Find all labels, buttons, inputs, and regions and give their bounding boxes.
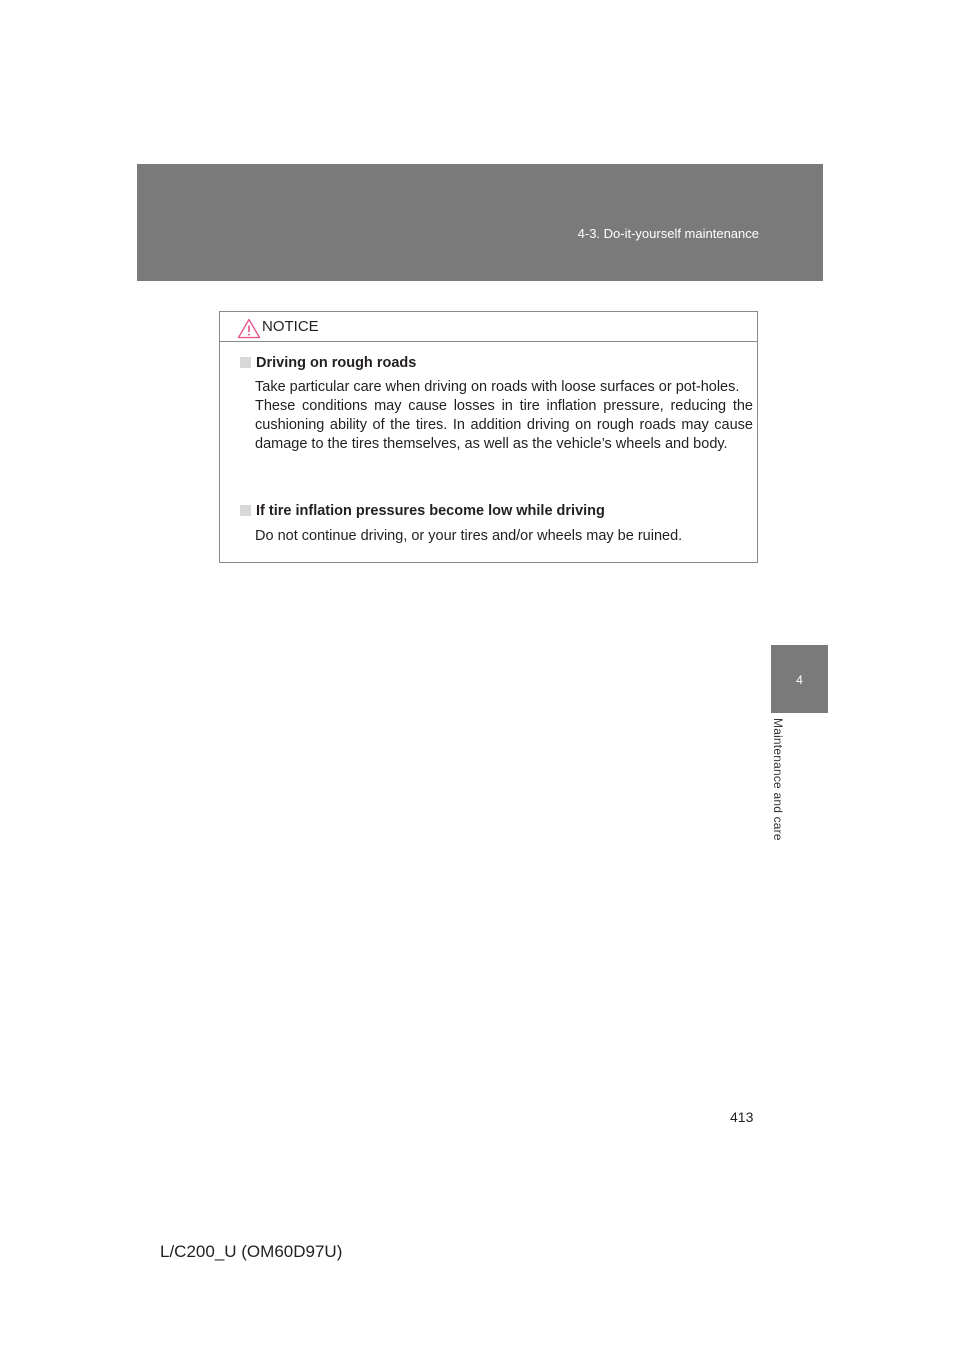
- header-bar: [137, 164, 823, 281]
- item-title-text: Driving on rough roads: [256, 355, 417, 371]
- chapter-label: Maintenance and care: [771, 718, 785, 841]
- chapter-tab: [771, 645, 828, 713]
- footer-code: L/C200_U (OM60D97U): [160, 1242, 343, 1261]
- item-paragraph: These conditions may cause losses in tire inflation pressure, reducing the cushioning ability of the tires. In addition driving on rough roads may cause damage to the tires themselves, as well as the vehicle’s wheels and body.: [255, 398, 753, 452]
- square-bullet-icon: [240, 357, 251, 368]
- notice-header: [220, 312, 757, 342]
- page-number: 413: [730, 1109, 754, 1125]
- item-paragraph: Take particular care when driving on roads with loose surfaces or pot-holes.: [255, 379, 740, 395]
- notice-item-title: [240, 355, 416, 371]
- notice-item-title: [240, 503, 605, 519]
- warning-triangle-icon: [237, 318, 261, 339]
- notice-item-body: [240, 378, 753, 454]
- chapter-number: 4: [796, 673, 803, 687]
- chapter-label-container: [771, 718, 796, 868]
- item-title-text: If tire inflation pressures become low while driving: [256, 503, 605, 519]
- notice-title: NOTICE: [262, 318, 319, 335]
- section-title: 4-3. Do-it-yourself maintenance: [577, 226, 759, 241]
- square-bullet-icon: [240, 505, 251, 516]
- notice-item-body: [240, 527, 753, 546]
- item-paragraph: Do not continue driving, or your tires and/or wheels may be ruined.: [255, 528, 683, 544]
- notice-box: [219, 311, 758, 563]
